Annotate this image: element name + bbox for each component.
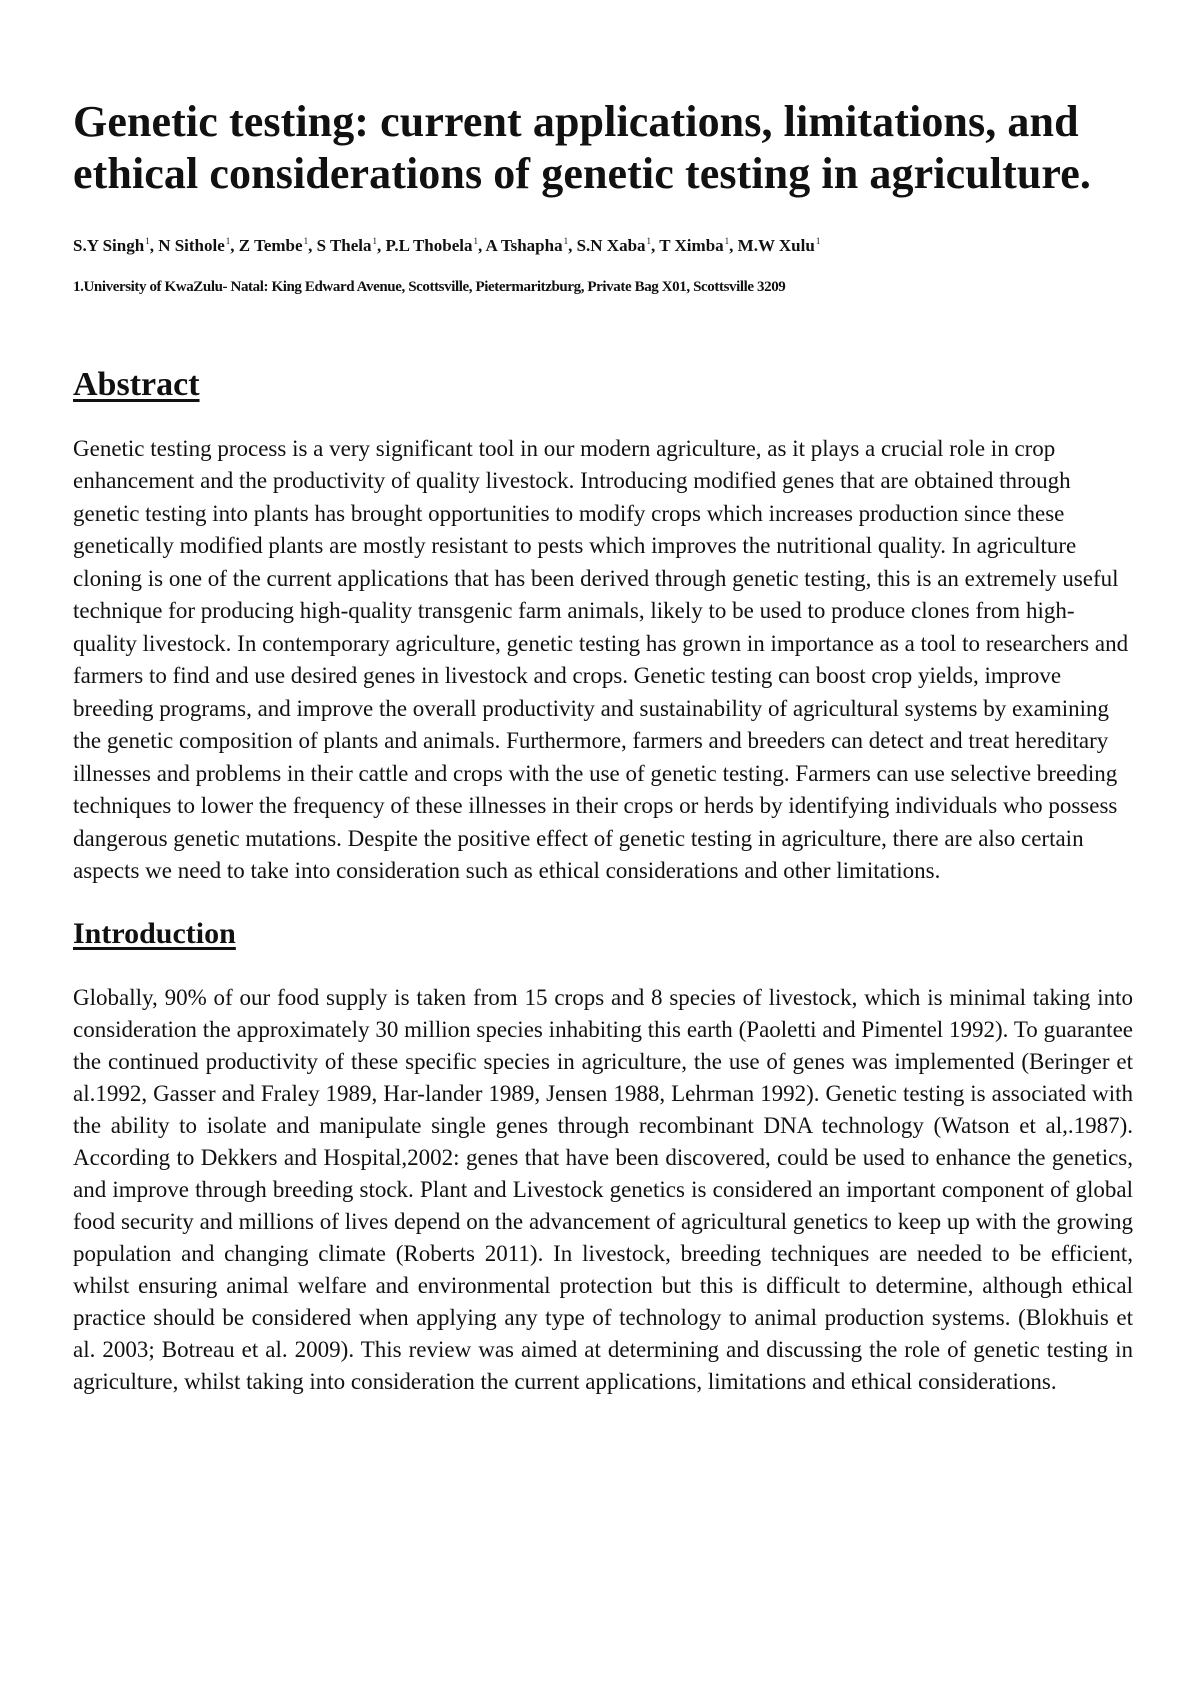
introduction-body: Globally, 90% of our food supply is taken from 15 crops and 8 species of livestock, which is minimal taking into consideration the approximately 30 million species inhabiting this earth (Paoletti and Pimentel 1992). To guarantee the continued productivity of these specific species in agriculture, the use of genes was implemented (Beringer et al.1992, Gasser and Fraley 1989, Har-lander 1989, Jensen 1988, Lehrman 1992). Genetic testing is associated with the ability to isolate and manipulate single genes through recombinant DNA technology (Watson et al,.1987). According to Dekkers and Hospital,2002: genes that have been discovered, could be used to enhance the genetics, and improve through breeding stock. Plant and Livestock genetics is considered an important component of global food security and millions of lives depend on the advancement of agricultural genetics to keep up with the growing population and changing climate (Roberts 2011). In livestock, breeding techniques are needed to be efficient, whilst ensuring animal welfare and environmental protection but this is difficult to determine, although ethical practice should be considered when applying any type of technology to animal production systems. (Blokhuis et al. 2003; Botreau et al. 2009). This review was aimed at determining and discussing the role of genetic testing in agriculture, whilst taking into consideration the current applications, limitations and ethical considerations.: [73, 984, 1133, 1394]
affiliation-mark: 1: [303, 236, 309, 246]
author-name: Z Tembe$^1$,: [238, 235, 317, 255]
affiliation-mark: 1: [724, 236, 730, 246]
author-name: N Sithole$^1$,: [158, 235, 239, 255]
affiliation-mark: 1: [145, 236, 150, 246]
abstract-heading: Abstract: [73, 365, 200, 403]
author-name: S Thela$^1$,: [316, 235, 386, 255]
affiliation-mark: 1: [473, 236, 478, 246]
author-name: S.N Xaba$^1$,: [576, 235, 660, 255]
affiliation-mark: 1: [815, 236, 821, 246]
abstract-body: Genetic testing process is a very significant tool in our modern agriculture, as it plays a crucial role in crop enhancement and the productivity of quality livestock. Introducing modified genes that are obtained through genetic testing into plants has brought opportunities to modify crops which increases production since these genetically modified plants are mostly resistant to pests which improves the nutritional quality. In agriculture cloning is one of the current applications that has been derived through genetic testing, this is an extremely useful technique for producing high-quality transgenic farm animals, likely to be used to produce clones from high-quality livestock. In contemporary agriculture, genetic testing has grown in importance as a tool to researchers and farmers to find and use desired genes in livestock and crops. Genetic testing can boost crop yields, improve breeding programs, and improve the overall productivity and sustainability of agricultural systems by examining the genetic composition of plants and animals. Furthermore, farmers and breeders can detect and treat hereditary illnesses and problems in their cattle and crops with the use of genetic testing. Farmers can use selective breeding techniques to lower the frequency of these illnesses in their crops or herds by identifying individuals who possess dangerous genetic mutations. Despite the positive effect of genetic testing in agriculture, there are also certain aspects we need to take into consideration such as ethical considerations and other limitations.: [73, 435, 1129, 884]
affiliation-mark: 1: [563, 236, 569, 246]
author-name: M.W Xulu$^1$: [737, 235, 821, 255]
introduction-heading: Introduction: [73, 916, 236, 950]
author-name: T Ximba$^1$,: [659, 235, 738, 255]
affiliation-mark: 1: [372, 236, 378, 246]
author-list: [73, 230, 1133, 257]
affiliation-mark: 1: [225, 236, 231, 246]
author-name: A Tshapha$^1$,: [485, 235, 577, 255]
author-affiliation: 1.University of KwaZulu- Natal: King Edward Avenue, Scottsville, Pietermaritzburg, Private Bag X01, Scottsville 3209: [73, 278, 786, 295]
affiliation-mark: 1: [646, 236, 652, 246]
author-name: P.L Thobela$^1$,: [385, 235, 486, 255]
author-name: S.Y Singh$^1$,: [73, 235, 159, 255]
paper-title: Genetic testing: current applications, limitations, and ethical considerations of genetic testing in agriculture.: [73, 97, 1091, 198]
paper-page: [73, 96, 1133, 1421]
